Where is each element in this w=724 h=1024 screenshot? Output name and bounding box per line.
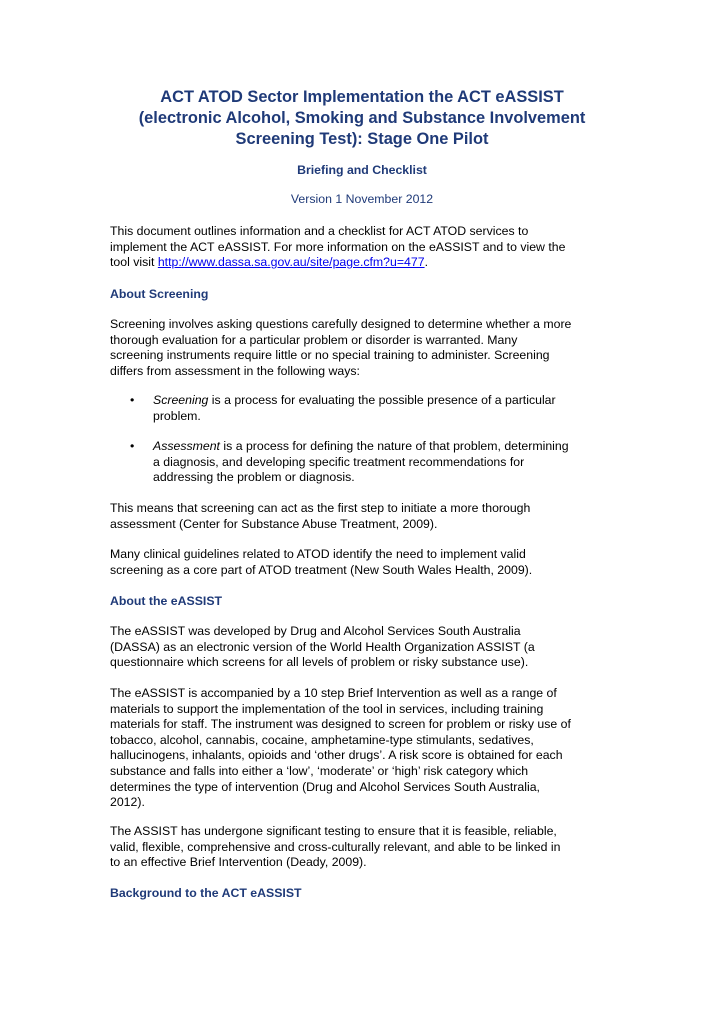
paragraph-line: (DASSA) as an electronic version of the World Health Organization ASSIST (a xyxy=(110,639,535,654)
paragraph-line: to an effective Brief Intervention (Deady, 2009). xyxy=(110,855,367,870)
paragraph-line: determines the type of intervention (Drug and Alcohol Services South Australia, xyxy=(110,779,540,794)
paragraph-line: The ASSIST has undergone significant testing to ensure that it is feasible, reliable, xyxy=(110,824,557,838)
intro-paragraph xyxy=(110,224,620,271)
paragraph-line: This means that screening can act as the first step to initiate a more thorough xyxy=(110,501,531,515)
bullet-rest: is a process for defining the nature of that problem, determining xyxy=(219,439,569,453)
document-title xyxy=(110,87,614,150)
paragraph-line: materials for staff. The instrument was designed to screen for problem or risky use of xyxy=(110,717,571,732)
bullet-rest: is a process for evaluating the possible presence of a particular xyxy=(208,393,556,407)
intro-line-prefix: tool visit xyxy=(110,255,158,270)
bullet-line: problem. xyxy=(153,408,201,423)
about-screening-heading: About Screening xyxy=(110,287,209,301)
paragraph-line: materials to support the implementation of the tool in services, including training xyxy=(110,701,544,716)
paragraph-line: screening as a core part of ATOD treatment (New South Wales Health, 2009). xyxy=(110,562,533,577)
paragraph-line: differs from assessment in the following ways: xyxy=(110,363,360,378)
title-line: (electronic Alcohol, Smoking and Substance Involvement xyxy=(138,109,586,127)
bullet-line xyxy=(153,439,623,455)
intro-line: implement the ACT eASSIST. For more information on the eASSIST and to view the xyxy=(110,239,566,254)
bullet-icon: • xyxy=(130,393,135,407)
bullet-line: a diagnosis, and developing specific treatment recommendations for xyxy=(153,454,525,469)
paragraph-line: Screening involves asking questions carefully designed to determine whether a more xyxy=(110,317,572,331)
paragraph-line: thorough evaluation for a particular problem or disorder is warranted. Many xyxy=(110,332,518,347)
bullet-term: Assessment xyxy=(153,439,220,453)
paragraph-line: hallucinogens, inhalants, opioids and ‘other drugs’. A risk score is obtained for each xyxy=(110,748,563,763)
screening-paragraph-2 xyxy=(110,501,620,532)
document-subtitle: Briefing and Checklist xyxy=(297,163,427,177)
paragraph-line: 2012). xyxy=(110,795,145,810)
bullet-text xyxy=(153,393,623,424)
bullet-line xyxy=(153,393,623,409)
bullet-text xyxy=(153,439,623,486)
title-line: ACT ATOD Sector Implementation the ACT eASSIST xyxy=(160,88,564,106)
eassist-paragraph-3 xyxy=(110,824,620,871)
paragraph-line: screening instruments require little or no special training to administer. Screening xyxy=(110,348,550,363)
paragraph-line: valid, flexible, comprehensive and cross-culturally relevant, and able to be linked in xyxy=(110,839,561,854)
bullet-line: addressing the problem or diagnosis. xyxy=(153,470,355,485)
paragraph-line: tobacco, alcohol, cannabis, cocaine, amphetamine-type stimulants, sedatives, xyxy=(110,732,534,747)
bullet-icon: • xyxy=(130,439,135,453)
paragraph-line: Many clinical guidelines related to ATOD identify the need to implement valid xyxy=(110,547,526,561)
bullet-term: Screening xyxy=(153,393,209,407)
paragraph-line: The eASSIST was developed by Drug and Alcohol Services South Australia xyxy=(110,624,521,638)
screening-paragraph-1 xyxy=(110,317,620,379)
paragraph-line: questionnaire which screens for all levels of problem or risky substance use). xyxy=(110,655,529,670)
dassa-link[interactable]: http://www.dassa.sa.gov.au/site/page.cfm?u=477 xyxy=(157,255,425,270)
eassist-paragraph-1 xyxy=(110,624,620,671)
eassist-paragraph-2 xyxy=(110,686,620,811)
paragraph-line: assessment (Center for Substance Abuse Treatment, 2009). xyxy=(110,516,438,531)
paragraph-line: substance and falls into either a ‘low’, ‘moderate’ or ‘high’ risk category which xyxy=(110,763,529,778)
intro-line: This document outlines information and a checklist for ACT ATOD services to xyxy=(110,224,529,238)
about-eassist-heading: About the eASSIST xyxy=(110,594,223,608)
intro-line xyxy=(110,255,620,271)
intro-line-suffix: . xyxy=(424,255,428,270)
title-line: Screening Test): Stage One Pilot xyxy=(235,130,489,148)
document-version: Version 1 November 2012 xyxy=(290,192,434,206)
screening-paragraph-3 xyxy=(110,547,620,578)
paragraph-line: The eASSIST is accompanied by a 10 step Brief Intervention as well as a range of xyxy=(110,686,557,700)
background-heading: Background to the ACT eASSIST xyxy=(110,886,302,900)
